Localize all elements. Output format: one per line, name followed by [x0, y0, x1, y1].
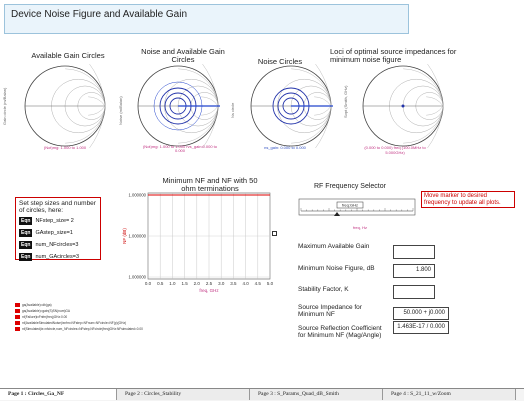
smith-caption-4: (0.000 to 0.000) freq (100.0MHz to 5.000GHz) [364, 145, 426, 155]
legend-swatch [15, 327, 20, 331]
result-label: Stability Factor, K [298, 286, 349, 293]
step-row-nf-circles[interactable] [19, 240, 97, 250]
y-axis-label: NF (dB) [122, 228, 127, 244]
rf-axis-label: freq, Hz [352, 225, 367, 230]
x-tick-label: 2.5 [205, 281, 213, 286]
step-row-ga-step[interactable] [19, 228, 97, 238]
x-axis-label: freq, GHz [199, 288, 219, 293]
step-row-nf-step[interactable] [19, 216, 97, 226]
page-tab[interactable]: Page 2 : Circles_Stability [117, 389, 250, 400]
smith-caption-3: ns_gain: 0.000 to 0.000 [264, 145, 306, 150]
y-tick-label: 1.000000 [128, 233, 146, 239]
legend-text: ga(Available)=db(ga) [22, 303, 52, 307]
legend-item [15, 326, 265, 332]
result-value: 50.000 + j0.000 [393, 307, 449, 320]
rf-frequency-slider[interactable] [297, 193, 419, 223]
x-tick-label: 5.0 [266, 281, 274, 286]
smith-ylabel-1: Gain circle (m/Balan) [2, 87, 7, 125]
x-tick-label: 3.0 [218, 281, 225, 286]
step-text: GAstep_size=1 [35, 230, 73, 236]
result-value: 1.463E-17 / 0.000 [393, 321, 449, 334]
eqn-icon: Eqn [21, 242, 31, 248]
legend-text: nf(Failure)ixFnfm(freq)GHz:0.00 [22, 315, 68, 319]
result-label: Source Impedance for Minimum NF [298, 304, 362, 318]
marker-label: freq:GHz [341, 202, 359, 208]
y-tick-label: 1.000000 [128, 192, 146, 198]
x-tick-label: 1.0 [169, 281, 176, 286]
eqn-icon: Eqn [21, 230, 31, 236]
smith-ylabel-4: Sopt (Smith, GHz) [343, 85, 348, 118]
page-tab-bar [0, 388, 524, 401]
smith-title-noise-gain: Noise and Available Gain Circles [141, 47, 225, 64]
optimal-point-marker [402, 105, 405, 108]
step-row-ga-circles[interactable] [19, 252, 97, 262]
eqn-icon: Eqn [21, 218, 31, 224]
x-tick-label: 0.0 [144, 281, 152, 286]
rf-selector-title: RF Frequency Selector [314, 183, 386, 190]
smith-caption-2: (Not)mg: 1.000 to 1.000 rvs_gain:0.000 to 0.000 [142, 144, 218, 153]
legend-swatch [15, 321, 20, 325]
smith-chart-1 [23, 64, 107, 148]
x-tick-label: 3.5 [230, 281, 237, 286]
result-value: 1.800 [393, 264, 435, 278]
smith-ylabel-3: Ns circle [230, 102, 235, 118]
smith-ylabel-2: Noise (m/Balan) [118, 96, 123, 125]
result-value [393, 245, 435, 259]
x-tick-label: 0.5 [157, 281, 164, 286]
legend-swatch [15, 315, 20, 319]
step-text: num_GAcircles=3 [35, 254, 80, 260]
step-panel-heading: Set step sizes and number of circles, here: [19, 200, 96, 214]
smith-chart-2 [136, 64, 220, 148]
result-label: Minimum Noise Figure, dB [298, 265, 375, 272]
nf-chart [110, 190, 280, 295]
page-title-box [4, 4, 409, 34]
smith-title-noise: Noise Circles [257, 57, 303, 66]
page-tab[interactable]: Page 3 : S_Params_Quad_dB_Smith [250, 389, 383, 400]
x-tick-label: 1.5 [181, 281, 188, 286]
nf-chart-title: Minimum NF and NF with 50 ohm terminations [162, 176, 258, 193]
chart-handle[interactable] [272, 231, 277, 236]
smith-title-loci: Loci of optimal source impedances for minimum noise figure [330, 47, 457, 64]
legend-text: ga(Available)=gain(S)SN(num)GA [22, 309, 71, 313]
legend-swatch [15, 309, 20, 313]
legend-text: nf(AvailableSimulatedNoise)ixnfm=NFstep=NFnum=NFcircle=NF(p)(GHz) [22, 321, 127, 325]
step-text: num_NFcircles=3 [35, 242, 79, 248]
smith-caption-1: (Not)mg: 1.000 to 1.000 [43, 145, 87, 150]
result-value [393, 285, 435, 299]
smith-title-available-gain: Available Gain Circles [31, 51, 105, 60]
step-text: NFstep_size= 2 [35, 218, 74, 224]
rf-instruction-note: Move marker to desired frequency to update all plots. [421, 191, 515, 208]
legend [15, 302, 265, 332]
smith-chart-4 [361, 64, 445, 148]
step-size-panel [15, 197, 101, 260]
x-tick-label: 4.5 [254, 281, 261, 286]
eqn-icon: Eqn [21, 254, 31, 260]
legend-text: nf(Simulated)ix=nfcircle,num_NFcircles=NFstep,NFcircle(freq)GHz:NFsimulated=0.00 [22, 327, 143, 331]
result-label: Source Reflection Coefficient for Minimum NF (Mag/Angle) [298, 325, 382, 339]
page-tab[interactable]: Page 1 : Circles_Ga_NF [0, 389, 117, 400]
x-tick-label: 2.0 [193, 281, 200, 286]
y-tick-label: 1.000000 [128, 274, 146, 280]
result-label: Maximum Available Gain [298, 243, 370, 250]
legend-swatch [15, 303, 20, 307]
smith-chart-3 [249, 64, 333, 148]
x-tick-label: 4.0 [242, 281, 249, 286]
page-tab[interactable]: Page 4 : S_21_11_w/Zoom [383, 389, 516, 400]
page-title: Device Noise Figure and Available Gain [11, 9, 188, 20]
